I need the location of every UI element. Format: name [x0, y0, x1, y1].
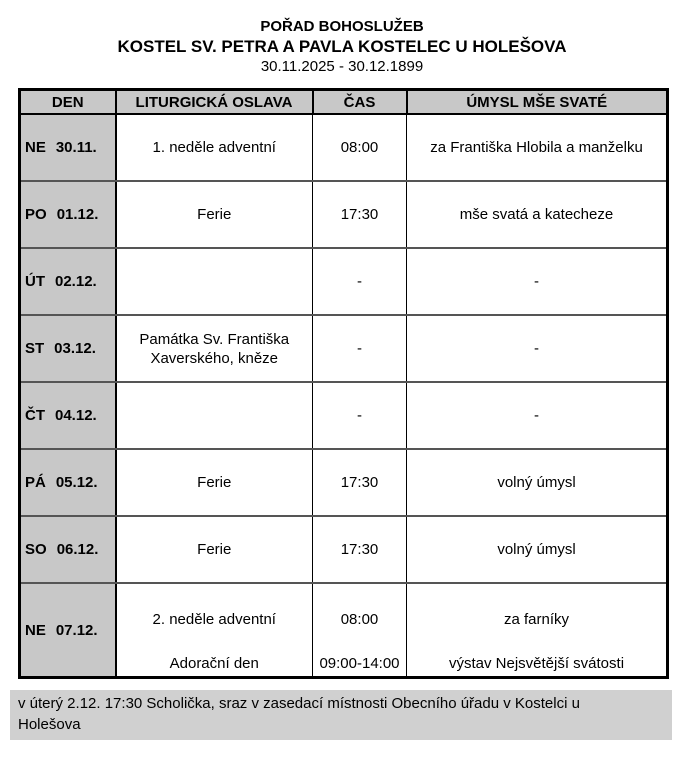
time-text: -: [357, 340, 362, 357]
table-row: [20, 516, 668, 583]
intention-text: volný úmysl: [497, 474, 576, 491]
intention-text: -: [534, 340, 539, 357]
time-text: -: [357, 407, 362, 424]
intention-cell: [407, 516, 668, 583]
liturgy-cell: [116, 181, 313, 248]
day-label: [21, 206, 115, 223]
day-label: [21, 273, 115, 290]
liturgy-text: Ferie: [197, 474, 232, 491]
day-label: [21, 407, 115, 424]
time-text: 09:00-14:00: [319, 655, 400, 672]
intention-cell: [407, 382, 668, 449]
day-abbr: ÚT: [25, 273, 45, 290]
day-cell: [20, 181, 116, 248]
col-header-cas: ČAS: [313, 90, 407, 115]
time-cell: [313, 181, 407, 248]
time-cell: [313, 449, 407, 516]
day-date: 30.11.: [55, 139, 97, 156]
liturgy-cell: [116, 583, 313, 678]
liturgy-text: 1. neděle adventní: [152, 139, 276, 156]
footer-note-line: Holešova: [18, 716, 81, 733]
day-cell: [20, 382, 116, 449]
intention-cell: [407, 181, 668, 248]
day-label: [21, 541, 115, 558]
day-date: 02.12.: [55, 273, 97, 290]
liturgy-text: Adorační den: [169, 655, 259, 672]
time-text: 17:30: [340, 206, 379, 223]
day-label: [21, 139, 115, 156]
day-abbr: PO: [25, 206, 47, 223]
intention-text: -: [534, 273, 539, 290]
table-row: [20, 181, 668, 248]
time-text: -: [357, 273, 362, 290]
footer-note: [10, 690, 672, 740]
day-date: 05.12.: [55, 474, 98, 491]
liturgy-cell: [116, 382, 313, 449]
liturgy-cell: [116, 114, 313, 181]
liturgy-text: 2. neděle adventní: [152, 610, 276, 628]
intention-cell: [407, 114, 668, 181]
schedule-table: [18, 88, 669, 679]
page-title: POŘAD BOHOSLUŽEB: [260, 18, 424, 35]
day-date: 07.12.: [55, 621, 98, 639]
day-cell: [20, 114, 116, 181]
intention-text: -: [534, 407, 539, 424]
time-cell: [313, 583, 407, 678]
footer-note-line: v úterý 2.12. 17:30 Scholička, sraz v zasedací místnosti Obecního úřadu v Kostelci u: [18, 695, 580, 712]
day-abbr: NE: [25, 621, 46, 639]
liturgy-text: Ferie: [197, 206, 232, 223]
table-row: [20, 583, 668, 678]
liturgy-text: Ferie: [197, 541, 232, 558]
table-row: [20, 449, 668, 516]
day-cell: [20, 315, 116, 382]
day-abbr: SO: [25, 541, 47, 558]
table-row: [20, 248, 668, 315]
liturgy-cell: [116, 315, 313, 382]
time-text: 17:30: [340, 474, 379, 491]
date-range: 30.11.2025 - 30.12.1899: [260, 58, 424, 75]
time-text: 08:00: [340, 610, 379, 628]
day-abbr: ČT: [25, 407, 45, 424]
intention-cell: [407, 248, 668, 315]
day-date: 01.12.: [56, 206, 99, 223]
intention-text: mše svatá a katecheze: [459, 206, 614, 223]
day-abbr: NE: [25, 139, 46, 156]
intention-cell: [407, 315, 668, 382]
intention-text: volný úmysl: [497, 541, 576, 558]
day-abbr: ST: [25, 340, 45, 357]
liturgy-text: Památka Sv. Františka Xaverského, kněze: [139, 330, 290, 367]
church-name: KOSTEL SV. PETRA A PAVLA KOSTELEC U HOLEŠOVA: [117, 37, 567, 56]
day-date: 04.12.: [55, 407, 97, 424]
intention-text: za farníky: [503, 610, 570, 628]
day-date: 03.12.: [54, 340, 96, 357]
intention-cell: [407, 449, 668, 516]
day-cell: [20, 449, 116, 516]
time-text: 17:30: [340, 541, 379, 558]
time-cell: [313, 516, 407, 583]
time-cell: [313, 248, 407, 315]
time-cell: [313, 382, 407, 449]
page-header: [0, 0, 684, 77]
intention-text: za Františka Hlobila a manželku: [430, 139, 643, 156]
intention-text: výstav Nejsvětější svátosti: [448, 655, 625, 672]
table-row: [20, 315, 668, 382]
time-cell: [313, 315, 407, 382]
day-label: [21, 622, 115, 639]
schedule-table-body: [20, 114, 668, 678]
day-cell: [20, 516, 116, 583]
table-row: [20, 382, 668, 449]
col-header-den: DEN: [20, 90, 116, 115]
day-cell: [20, 248, 116, 315]
col-header-umysl: ÚMYSL MŠE SVATÉ: [407, 90, 668, 115]
liturgy-cell: [116, 449, 313, 516]
time-text: 08:00: [340, 139, 379, 156]
time-cell: [313, 114, 407, 181]
day-cell: [20, 583, 116, 678]
day-label: [21, 340, 115, 357]
col-header-liturgicka-oslava: LITURGICKÁ OSLAVA: [116, 90, 313, 115]
day-abbr: PÁ: [25, 474, 46, 491]
liturgy-cell: [116, 248, 313, 315]
table-row: [20, 114, 668, 181]
intention-cell: [407, 583, 668, 678]
liturgy-cell: [116, 516, 313, 583]
day-date: 06.12.: [56, 541, 99, 558]
header-row: [20, 90, 668, 115]
day-label: [21, 474, 115, 491]
